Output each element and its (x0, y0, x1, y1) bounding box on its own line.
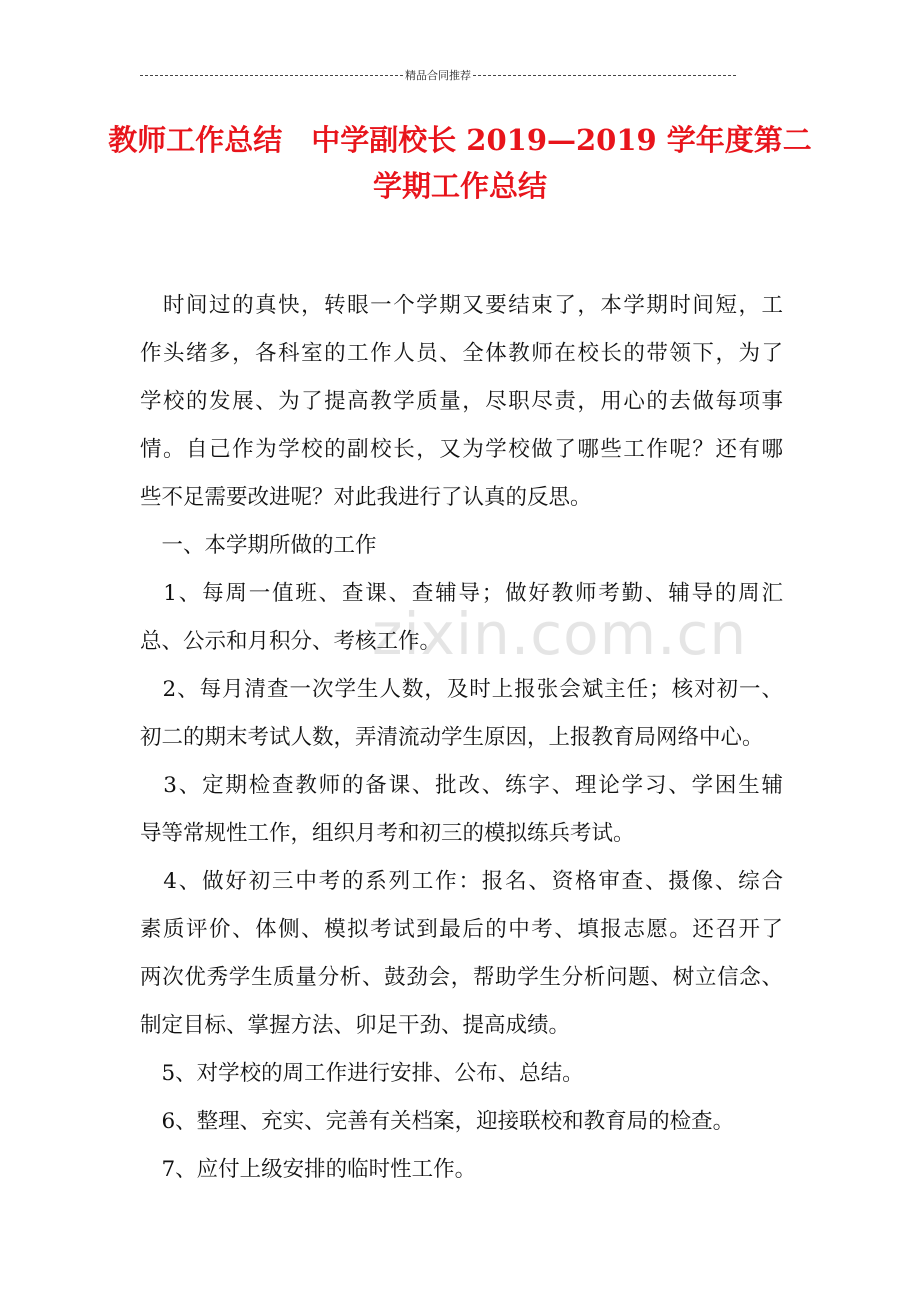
paragraph-line: 学校的发展、为了提高教学质量，尽职尽责，用心的去做每项事 (140, 389, 783, 414)
paragraph-line: 1、每周一值班、查课、查辅导；做好教师考勤、辅导的周汇 (140, 581, 783, 606)
paragraph-line: 6、整理、充实、完善有关档案，迎接联校和教育局的检查。 (140, 1109, 735, 1134)
paragraph-line: 两次优秀学生质量分析、鼓劲会，帮助学生分析问题、树立信念、 (140, 965, 783, 990)
paragraph-line: 素质评价、体侧、模拟考试到最后的中考、填报志愿。还召开了 (140, 917, 783, 942)
document-title-line-2: 学期工作总结 (372, 169, 547, 203)
paragraph-line: 时间过的真快，转眼一个学期又要结束了，本学期时间短，工 (140, 293, 783, 318)
paragraph-line: 5、对学校的周工作进行安排、公布、总结。 (140, 1061, 584, 1086)
paragraph-line: 初二的期末考试人数，弄清流动学生原因，上报教育局网络中心。 (140, 725, 764, 750)
paragraph-line: 情。自己作为学校的副校长，又为学校做了哪些工作呢？还有哪 (140, 437, 783, 462)
header-divider (140, 75, 403, 76)
paragraph-line: 一、本学期所做的工作 (140, 533, 377, 558)
header-divider (473, 75, 736, 76)
page-header (140, 66, 736, 84)
document-title-line-1: 教师工作总结 中学副校长 2019—2019 学年度第二 (108, 123, 812, 157)
paragraph-line: 3、定期检查教师的备课、批改、练字、理论学习、学困生辅 (140, 773, 783, 798)
paragraph-line: 总、公示和月积分、考核工作。 (140, 629, 442, 654)
header-label: 精品合同推荐 (405, 69, 471, 82)
paragraph-line: 作头绪多，各科室的工作人员、全体教师在校长的带领下，为了 (140, 341, 783, 366)
paragraph-line: 导等常规性工作，组织月考和初三的模拟练兵考试。 (140, 821, 635, 846)
paragraph-line: 些不足需要改进呢？对此我进行了认真的反思。 (140, 485, 592, 510)
paragraph-line: 4、做好初三中考的系列工作：报名、资格审查、摄像、综合 (140, 869, 783, 894)
paragraph-line: 7、应付上级安排的临时性工作。 (140, 1157, 477, 1182)
paragraph-line: 制定目标、掌握方法、卯足干劲、提高成绩。 (140, 1013, 571, 1038)
watermark: zixin.com.cn (372, 600, 748, 668)
paragraph-line: 2、每月清查一次学生人数，及时上报张会斌主任；核对初一、 (140, 677, 783, 702)
